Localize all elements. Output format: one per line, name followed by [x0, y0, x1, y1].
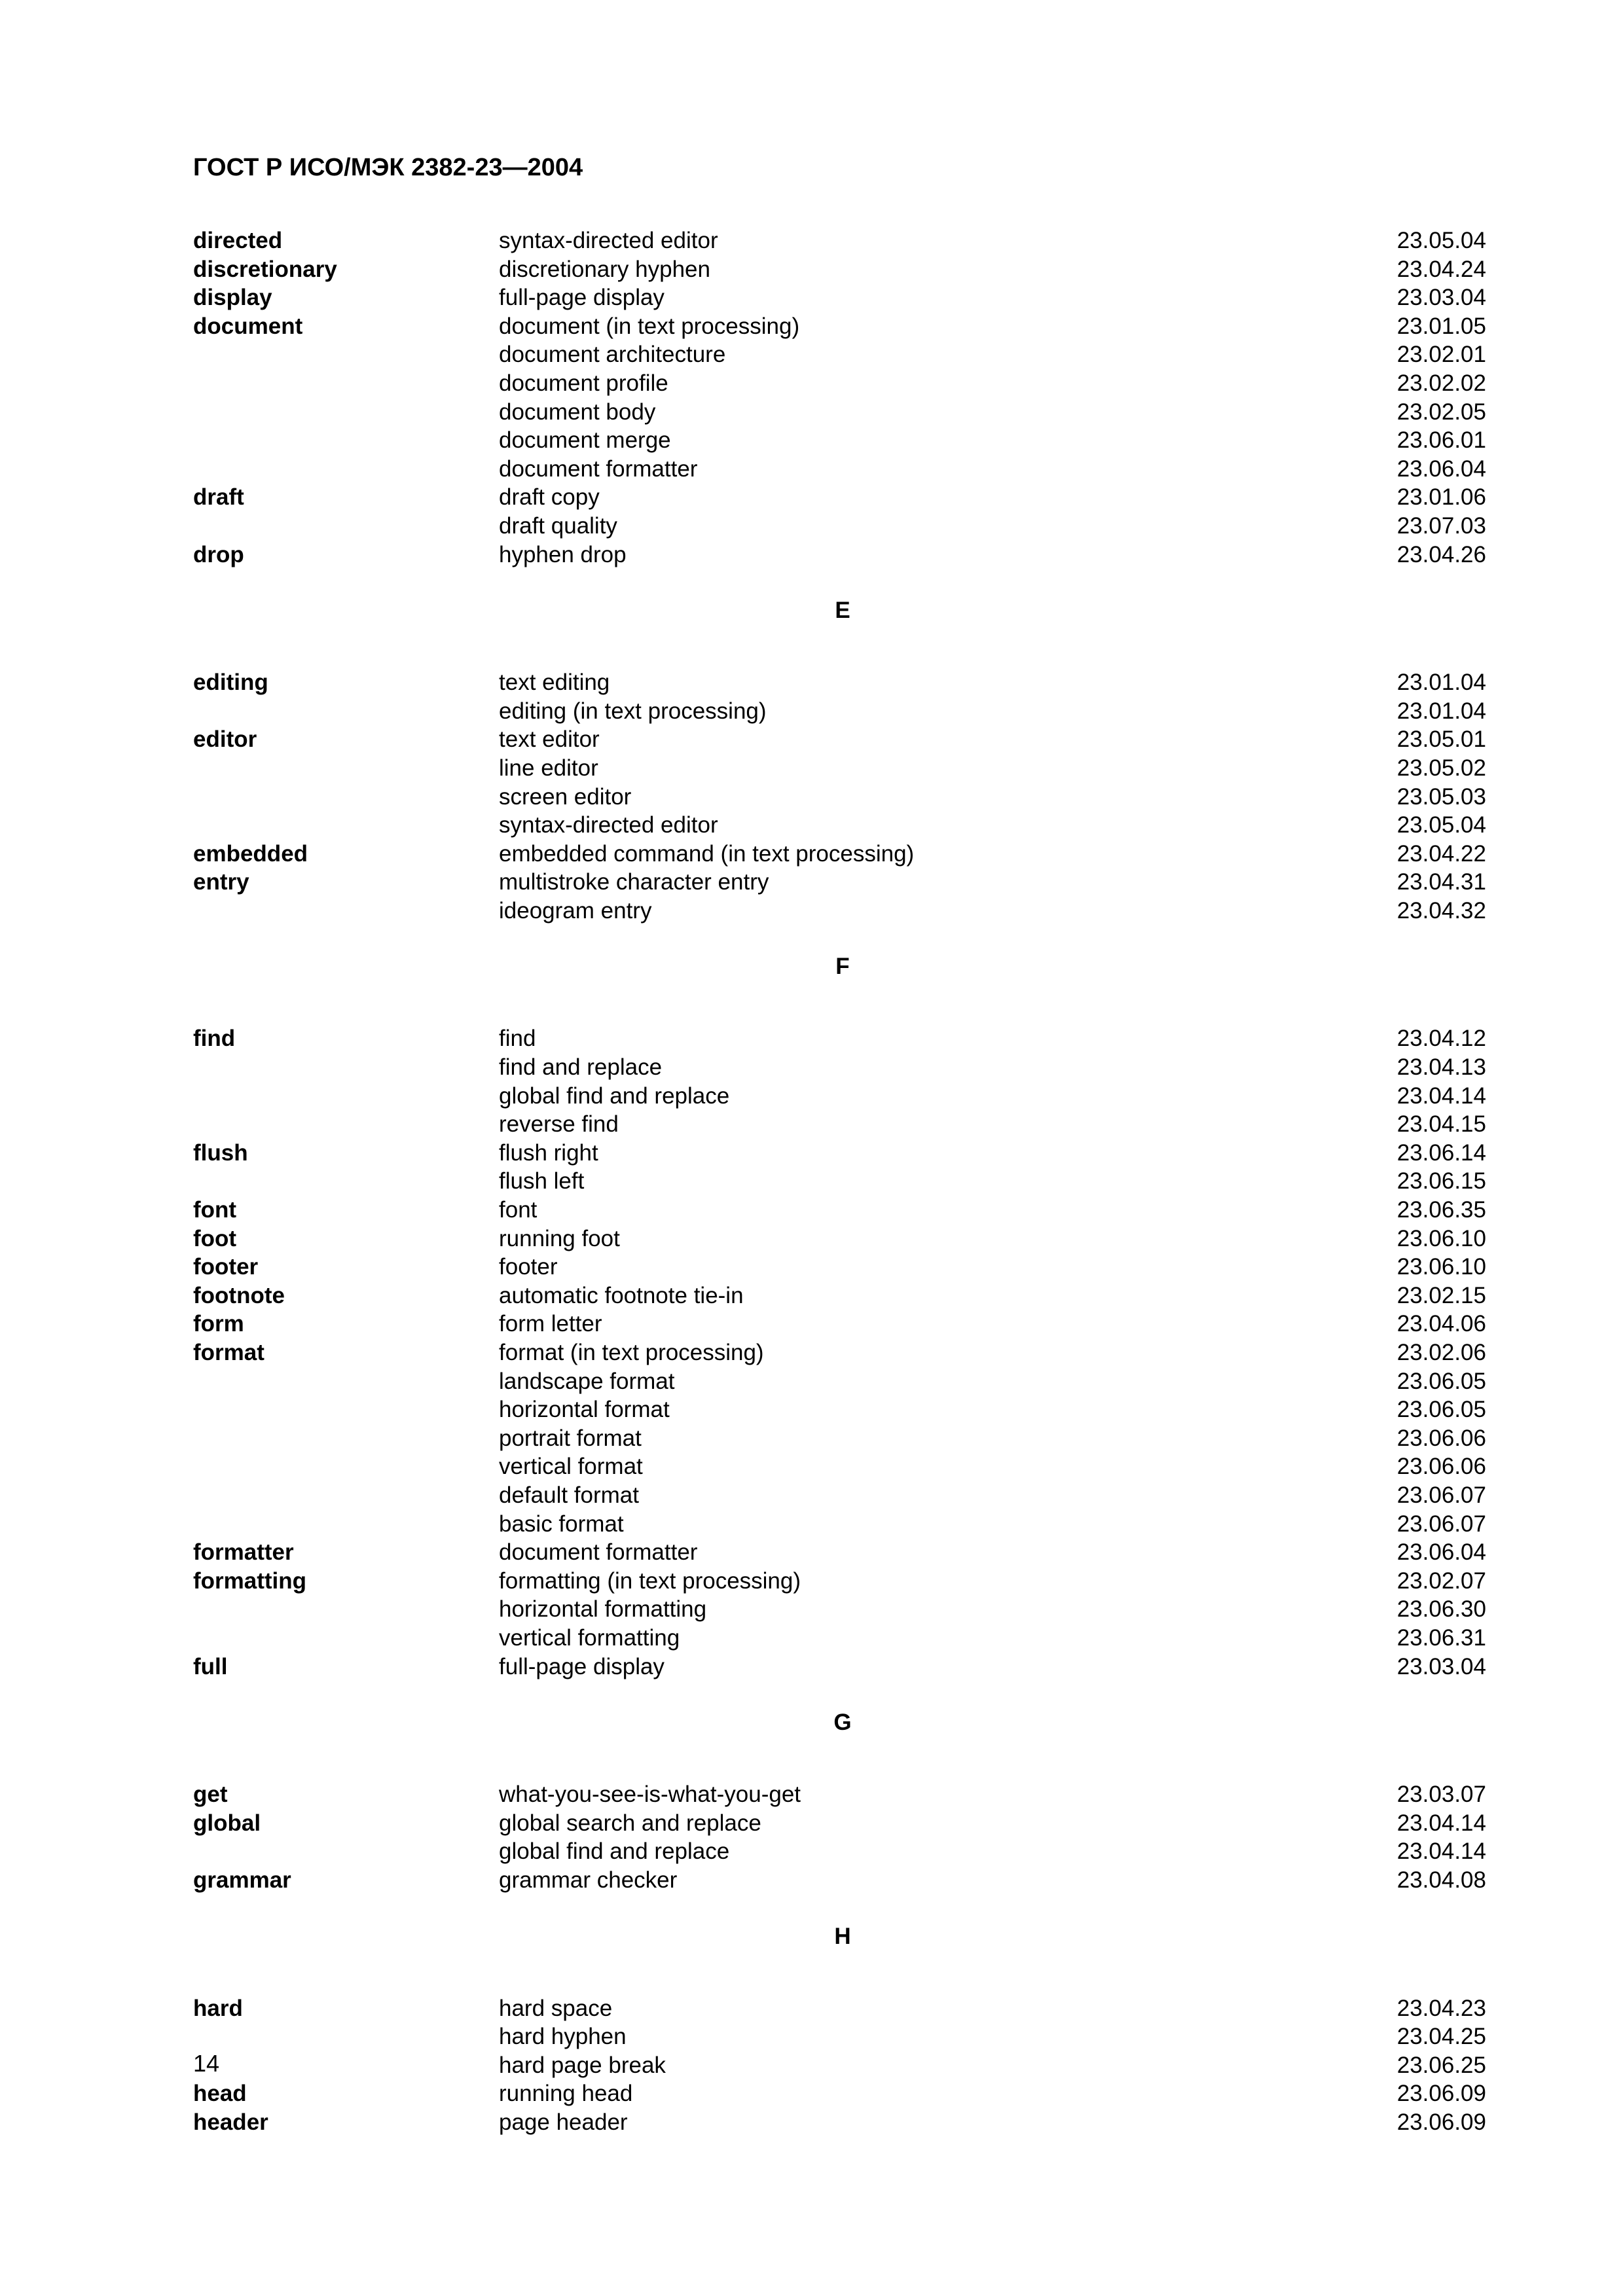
index-keyword: entry [193, 869, 249, 895]
index-term: horizontal format [499, 1397, 670, 1423]
index-term: grammar checker [499, 1867, 678, 1893]
index-term: flush left [499, 1168, 585, 1194]
index-entry [0, 2079, 1623, 2108]
index-keyword: find [193, 1026, 236, 1052]
index-entry [0, 369, 1623, 398]
index-entry [0, 897, 1623, 925]
index-reference: 23.06.09 [1396, 2081, 1486, 2107]
index-keyword: grammar [193, 1867, 291, 1893]
index-entry [0, 1624, 1623, 1653]
index-reference: 23.05.02 [1396, 755, 1486, 781]
index-reference: 23.04.06 [1396, 1311, 1486, 1337]
index-entry [0, 668, 1623, 697]
index-entry [0, 2108, 1623, 2137]
index-term: text editing [499, 670, 610, 696]
index-term: footer [499, 1254, 558, 1280]
document-header: ГОСТ Р ИСО/МЭК 2382-23—2004 [193, 154, 583, 181]
section-letter-row [0, 569, 1623, 668]
index-keyword: discretionary [193, 256, 337, 282]
index-reference: 23.06.07 [1396, 1482, 1486, 1508]
index-term: default format [499, 1482, 639, 1508]
index-reference: 23.04.08 [1396, 1867, 1486, 1893]
index-keyword: display [193, 285, 272, 311]
index-entry [0, 1538, 1623, 1567]
index-keyword: footer [193, 1254, 259, 1280]
index-term: formatting (in text processing) [499, 1568, 801, 1594]
index-reference: 23.02.01 [1396, 342, 1486, 368]
index-reference: 23.04.24 [1396, 256, 1486, 282]
index-reference: 23.03.04 [1396, 285, 1486, 311]
index-reference: 23.06.06 [1396, 1425, 1486, 1451]
index-keyword: full [193, 1653, 228, 1679]
section-letter: G [833, 1710, 852, 1736]
term-index [0, 226, 1623, 2136]
index-keyword: font [193, 1197, 237, 1223]
index-reference: 23.04.15 [1396, 1111, 1486, 1138]
index-reference: 23.06.05 [1396, 1397, 1486, 1423]
index-reference: 23.04.32 [1396, 897, 1486, 924]
index-entry [0, 2022, 1623, 2051]
index-term: running foot [499, 1225, 620, 1251]
index-reference: 23.04.31 [1396, 869, 1486, 895]
index-reference: 23.06.06 [1396, 1454, 1486, 1480]
index-keyword: foot [193, 1225, 237, 1251]
index-term: document architecture [499, 342, 726, 368]
index-term: ideogram entry [499, 897, 652, 924]
index-entry [0, 1338, 1623, 1367]
index-reference: 23.04.14 [1396, 1083, 1486, 1109]
index-term: document merge [499, 427, 671, 454]
index-entry [0, 1310, 1623, 1338]
section-letter-row [0, 1681, 1623, 1780]
index-reference: 23.06.35 [1396, 1197, 1486, 1223]
index-entry [0, 512, 1623, 541]
index-term: global find and replace [499, 1839, 730, 1865]
index-entry [0, 1424, 1623, 1453]
index-term: document formatter [499, 1539, 698, 1566]
index-reference: 23.04.13 [1396, 1054, 1486, 1081]
index-keyword: form [193, 1311, 244, 1337]
index-term: running head [499, 2081, 633, 2107]
index-entry [0, 255, 1623, 284]
index-reference: 23.02.06 [1396, 1340, 1486, 1365]
section-letter: F [835, 954, 850, 980]
index-term: syntax-directed editor [499, 812, 718, 838]
index-entry [0, 1567, 1623, 1596]
index-term: text editor [499, 726, 600, 753]
index-reference: 23.03.07 [1396, 1782, 1486, 1808]
index-entry [0, 1024, 1623, 1053]
index-reference: 23.04.26 [1396, 541, 1486, 567]
index-entry [0, 1053, 1623, 1082]
index-keyword: drop [193, 541, 244, 567]
index-entry [0, 1282, 1623, 1310]
index-keyword: format [193, 1340, 264, 1365]
index-term: form letter [499, 1311, 602, 1337]
index-reference: 23.01.06 [1396, 484, 1486, 511]
index-term: basic format [499, 1511, 624, 1537]
index-term: find [499, 1026, 536, 1052]
index-term: what-you-see-is-what-you-get [499, 1782, 801, 1808]
index-term: vertical format [499, 1454, 643, 1480]
index-entry [0, 2051, 1623, 2080]
index-term: syntax-directed editor [499, 228, 718, 253]
index-keyword: draft [193, 484, 244, 511]
index-term: draft quality [499, 512, 617, 539]
index-reference: 23.02.02 [1396, 370, 1486, 396]
index-term: reverse find [499, 1111, 619, 1138]
index-term: line editor [499, 755, 598, 781]
index-reference: 23.01.04 [1396, 670, 1486, 696]
index-term: hard page break [499, 2052, 666, 2078]
index-entry [0, 754, 1623, 783]
index-term: vertical formatting [499, 1624, 680, 1651]
index-reference: 23.06.10 [1396, 1225, 1486, 1251]
index-keyword: formatter [193, 1539, 294, 1566]
index-entry [0, 1809, 1623, 1838]
index-entry [0, 426, 1623, 455]
index-entry [0, 1196, 1623, 1225]
page-number: 14 [193, 2050, 220, 2077]
index-reference: 23.01.04 [1396, 698, 1486, 724]
index-reference: 23.04.14 [1396, 1839, 1486, 1865]
index-keyword: global [193, 1810, 261, 1836]
index-term: hard space [499, 1995, 613, 2021]
index-entry [0, 1653, 1623, 1681]
index-keyword: flush [193, 1139, 248, 1166]
index-keyword: footnote [193, 1282, 285, 1308]
index-entry [0, 1481, 1623, 1510]
index-reference: 23.02.05 [1396, 399, 1486, 425]
index-reference: 23.06.04 [1396, 456, 1486, 482]
index-term: hyphen drop [499, 541, 627, 567]
index-reference: 23.06.05 [1396, 1368, 1486, 1394]
index-term: portrait format [499, 1425, 642, 1451]
index-entry [0, 483, 1623, 512]
index-reference: 23.04.25 [1396, 2024, 1486, 2050]
section-letter: E [835, 598, 850, 624]
index-reference: 23.05.03 [1396, 783, 1486, 810]
index-reference: 23.05.04 [1396, 812, 1486, 838]
index-reference: 23.06.31 [1396, 1624, 1486, 1651]
index-keyword: formatting [193, 1568, 307, 1594]
index-reference: 23.02.07 [1396, 1568, 1486, 1594]
index-entry [0, 226, 1623, 255]
index-entry [0, 1367, 1623, 1396]
index-entry [0, 868, 1623, 897]
index-term: screen editor [499, 783, 632, 810]
index-entry [0, 1452, 1623, 1481]
index-term: embedded command (in text processing) [499, 840, 915, 867]
index-entry [0, 1139, 1623, 1168]
index-term: find and replace [499, 1054, 663, 1081]
index-reference: 23.06.10 [1396, 1254, 1486, 1280]
index-keyword: editing [193, 670, 268, 696]
index-term: document (in text processing) [499, 313, 800, 339]
index-entry [0, 312, 1623, 341]
section-letter: H [834, 1923, 851, 1949]
index-term: global find and replace [499, 1083, 730, 1109]
index-entry [0, 1167, 1623, 1196]
index-entry [0, 283, 1623, 312]
index-term: document body [499, 399, 656, 425]
index-reference: 23.04.23 [1396, 1995, 1486, 2021]
index-term: global search and replace [499, 1810, 761, 1836]
index-reference: 23.06.01 [1396, 427, 1486, 454]
index-reference: 23.02.15 [1396, 1282, 1486, 1308]
index-entry [0, 1510, 1623, 1539]
index-entry [0, 398, 1623, 427]
index-entry [0, 1595, 1623, 1624]
index-reference: 23.04.14 [1396, 1810, 1486, 1836]
index-keyword: document [193, 313, 303, 339]
section-letter-row [0, 1895, 1623, 1994]
index-term: document formatter [499, 456, 698, 482]
index-entry [0, 541, 1623, 569]
index-term: font [499, 1197, 538, 1223]
index-keyword: head [193, 2081, 247, 2107]
index-reference: 23.06.30 [1396, 1596, 1486, 1623]
index-term: hard hyphen [499, 2024, 627, 2050]
index-term: page header [499, 2109, 628, 2135]
index-entry [0, 783, 1623, 812]
index-reference: 23.06.07 [1396, 1511, 1486, 1537]
index-reference: 23.06.09 [1396, 2109, 1486, 2135]
index-term: draft copy [499, 484, 600, 511]
index-entry [0, 1110, 1623, 1139]
index-entry [0, 1225, 1623, 1253]
index-keyword: editor [193, 726, 257, 753]
index-entry [0, 725, 1623, 754]
index-keyword: header [193, 2109, 268, 2135]
index-entry [0, 455, 1623, 484]
index-reference: 23.06.25 [1396, 2052, 1486, 2078]
index-keyword: directed [193, 228, 283, 253]
index-entry [0, 1395, 1623, 1424]
index-reference: 23.06.04 [1396, 1539, 1486, 1566]
index-entry [0, 1866, 1623, 1895]
index-reference: 23.06.14 [1396, 1139, 1486, 1166]
index-entry [0, 1780, 1623, 1809]
index-entry [0, 1994, 1623, 2023]
index-reference: 23.05.01 [1396, 726, 1486, 753]
index-keyword: embedded [193, 840, 308, 867]
index-reference: 23.06.15 [1396, 1168, 1486, 1194]
index-keyword: hard [193, 1995, 243, 2021]
index-term: full-page display [499, 285, 665, 311]
index-term: document profile [499, 370, 668, 396]
index-term: automatic footnote tie-in [499, 1282, 744, 1308]
index-reference: 23.05.04 [1396, 228, 1486, 253]
index-keyword: get [193, 1782, 228, 1808]
index-reference: 23.04.22 [1396, 840, 1486, 867]
index-entry [0, 1253, 1623, 1282]
index-reference: 23.03.04 [1396, 1653, 1486, 1679]
index-term: full-page display [499, 1653, 665, 1679]
index-entry [0, 840, 1623, 869]
index-entry [0, 697, 1623, 726]
index-entry [0, 811, 1623, 840]
index-term: landscape format [499, 1368, 675, 1394]
index-term: editing (in text processing) [499, 698, 767, 724]
index-entry [0, 1837, 1623, 1866]
index-reference: 23.01.05 [1396, 313, 1486, 339]
index-term: flush right [499, 1139, 598, 1166]
section-letter-row [0, 925, 1623, 1024]
index-reference: 23.07.03 [1396, 512, 1486, 539]
index-term: format (in text processing) [499, 1340, 764, 1365]
index-reference: 23.04.12 [1396, 1026, 1486, 1052]
index-term: multistroke character entry [499, 869, 769, 895]
index-term: horizontal formatting [499, 1596, 707, 1623]
index-term: discretionary hyphen [499, 256, 710, 282]
index-entry [0, 340, 1623, 369]
index-entry [0, 1082, 1623, 1111]
